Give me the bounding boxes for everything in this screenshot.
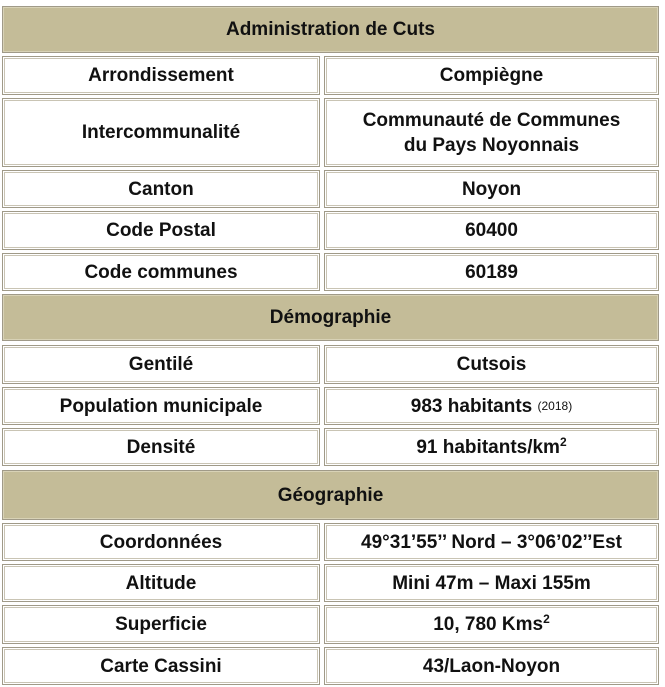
row-value-arrondissement (324, 56, 659, 95)
row-value-canton (324, 170, 659, 208)
row-label-densite (2, 428, 320, 466)
row-label-code-postal (2, 211, 320, 250)
section-title: Administration de Cuts (225, 19, 435, 40)
value-text: Mini 47m – Maxi 155m (392, 572, 591, 594)
row-label-superficie (2, 605, 320, 644)
value-text: 60400 (465, 220, 518, 241)
row-value-superficie (324, 605, 659, 644)
row-label-canton (2, 170, 320, 208)
value-text: 49°31’55’’ Nord – 3°06’02’’Est (361, 531, 622, 553)
section-header-demographie (2, 294, 659, 341)
label-text: Superficie (115, 614, 207, 635)
row-value-coordonnees (324, 523, 659, 561)
value-text: 60189 (465, 261, 518, 283)
label-text: Code communes (84, 261, 238, 283)
value-text-line2: du Pays Noyonnais (403, 134, 580, 156)
row-label-coordonnees (2, 523, 320, 561)
row-label-gentile (2, 345, 320, 384)
value-text: 983 habitants (410, 395, 533, 417)
row-label-arrondissement (2, 56, 320, 95)
row-value-population (324, 387, 659, 425)
value-text: Compiègne (439, 65, 544, 86)
label-text: Gentilé (128, 354, 194, 375)
row-label-intercommunalite (2, 98, 320, 167)
label-text: Canton (128, 178, 194, 200)
label-text: Code Postal (106, 220, 216, 241)
section-header-geographie (2, 470, 659, 520)
value-text: Cutsois (456, 354, 527, 375)
row-value-code-communes (324, 253, 659, 291)
value-superscript: 2 (543, 612, 550, 626)
label-text: Carte Cassini (100, 655, 222, 677)
label-text: Population municipale (59, 395, 263, 417)
row-label-population (2, 387, 320, 425)
value-text-line1: Communauté de Communes (362, 109, 621, 131)
value-text: 43/Laon-Noyon (422, 655, 561, 677)
row-value-intercommunalite (324, 98, 659, 167)
row-value-gentile (324, 345, 659, 384)
row-value-code-postal (324, 211, 659, 250)
label-text: Coordonnées (99, 531, 223, 553)
label-text: Densité (126, 436, 196, 458)
label-text: Arrondissement (88, 65, 234, 86)
row-value-altitude (324, 564, 659, 602)
section-title: Géographie (277, 484, 384, 506)
value-text: 10, 780 Kms (433, 614, 544, 635)
row-label-carte-cassini (2, 647, 320, 685)
value-superscript: 2 (559, 434, 567, 449)
label-text: Altitude (125, 572, 197, 594)
row-value-densite (324, 428, 659, 466)
row-label-code-communes (2, 253, 320, 291)
label-text: Intercommunalité (81, 122, 241, 143)
row-label-altitude (2, 564, 320, 602)
value-text: Noyon (461, 178, 522, 200)
section-title: Démographie (269, 307, 392, 328)
section-header-administration (2, 6, 659, 53)
value-note: (2018) (537, 398, 573, 413)
row-value-carte-cassini (324, 647, 659, 685)
value-text: 91 habitants/km (416, 436, 560, 458)
